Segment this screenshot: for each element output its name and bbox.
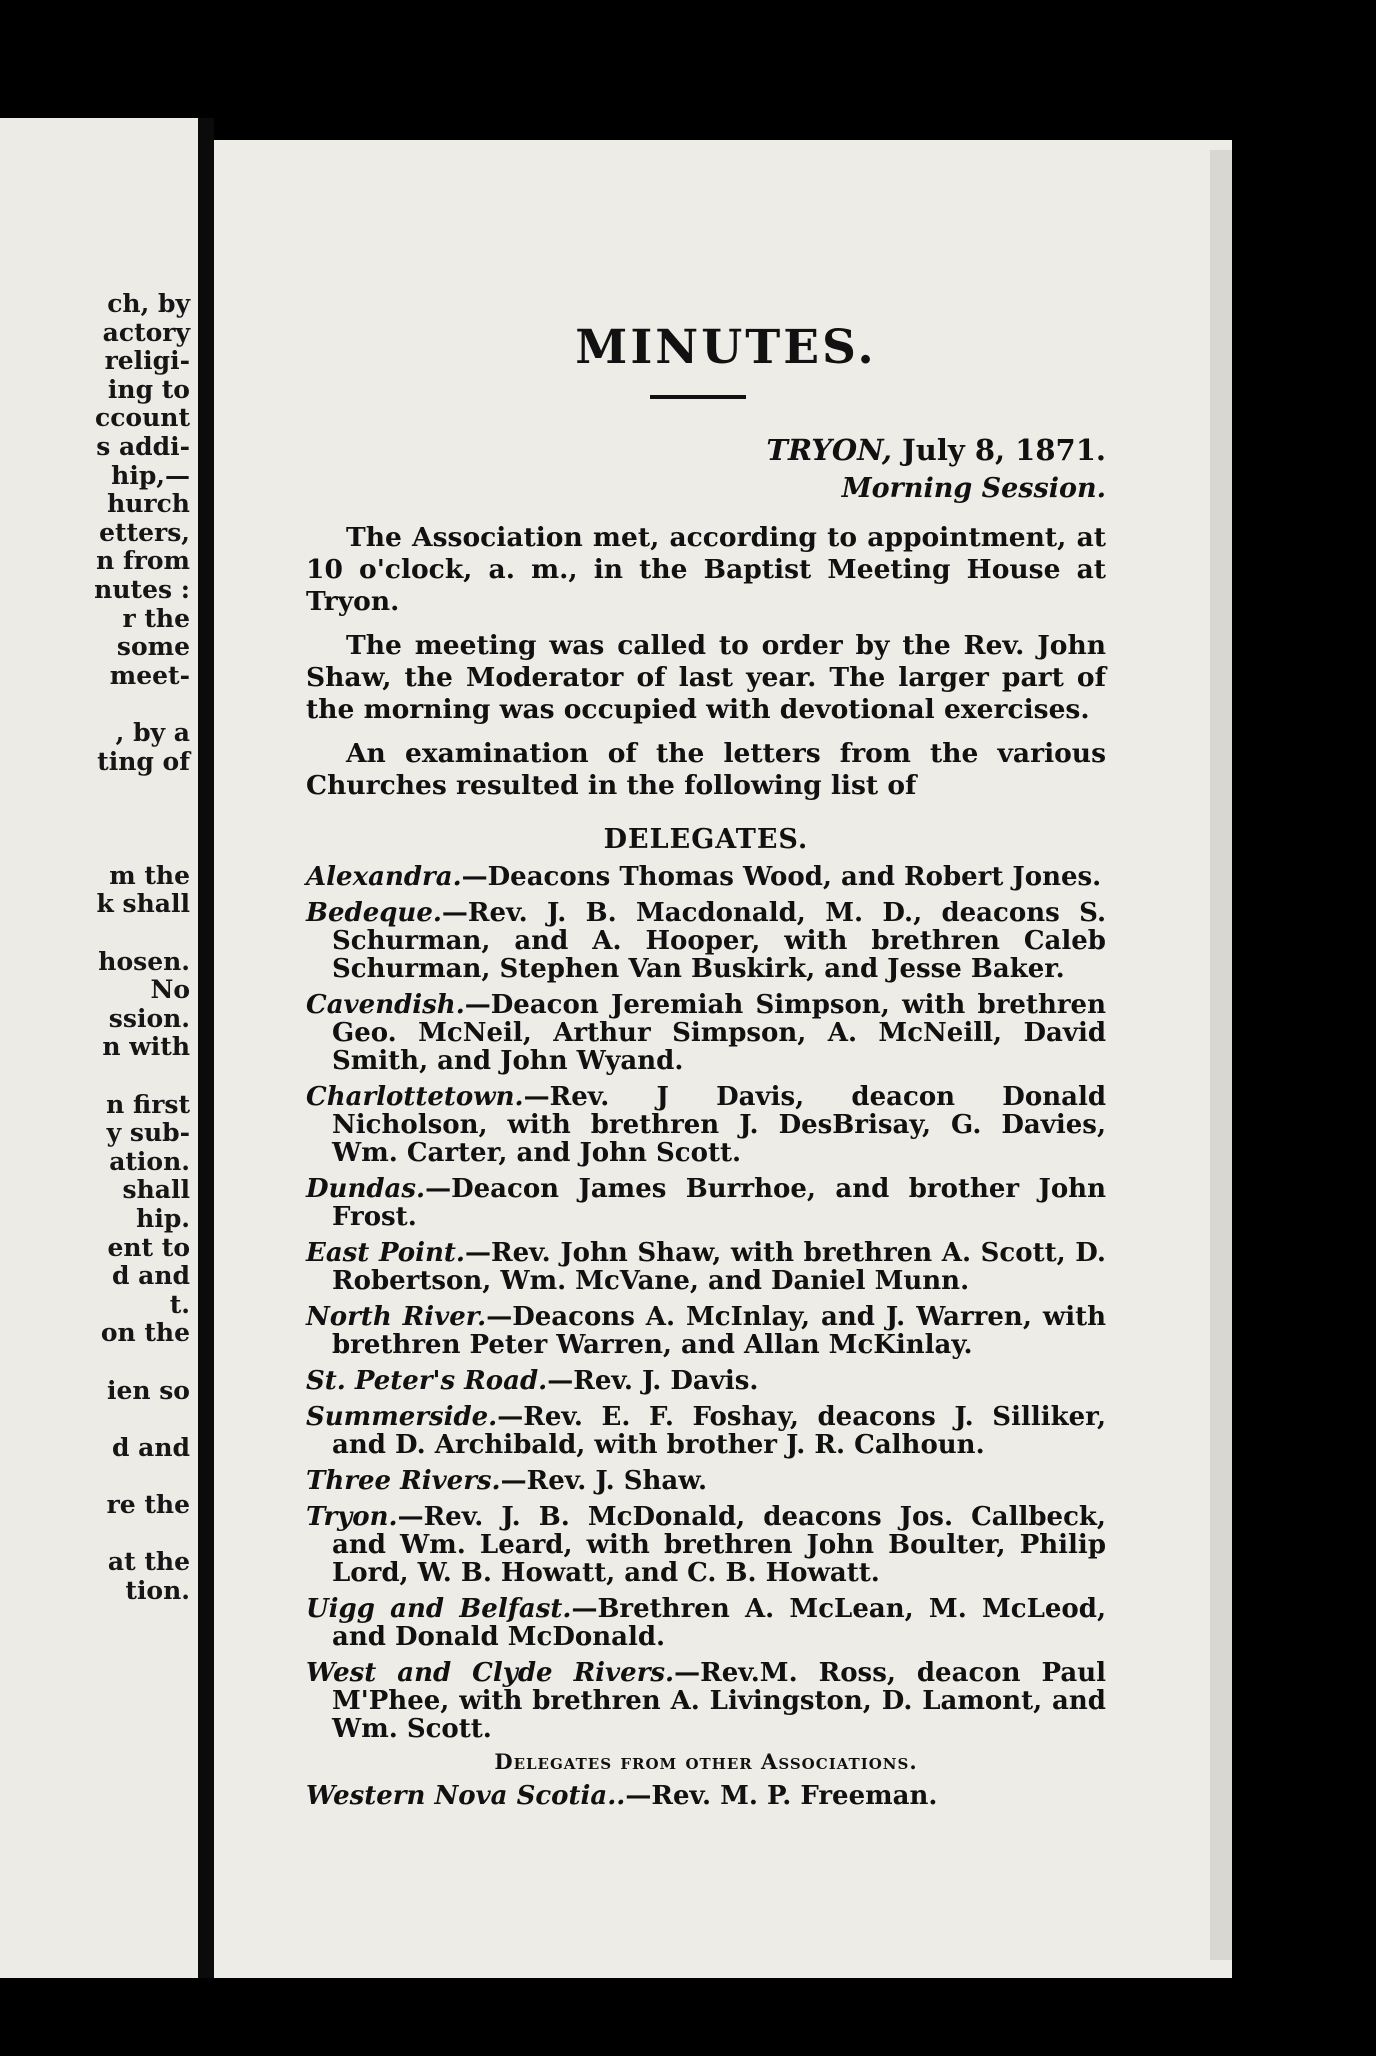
left-page-line: religi- — [104, 346, 190, 376]
delegate-names: —Rev. J. Shaw. — [500, 1466, 708, 1496]
left-page-line: ien so — [106, 1375, 190, 1405]
church-name: West and Clyde Rivers. — [306, 1658, 675, 1688]
delegate-entry — [306, 1367, 1106, 1395]
left-page-line: No — [150, 975, 190, 1005]
delegate-names: —Rev. J Davis, deacon Donald Nicholson, with brethren J. DesBrisay, G. Davies, Wm. Carter, and John Scott. — [332, 1082, 1106, 1168]
left-page-line — [94, 1062, 190, 1091]
left-page-line: m the — [109, 860, 190, 890]
church-name: Cavendish. — [306, 990, 465, 1020]
church-name: East Point. — [306, 1238, 465, 1268]
other-associations-heading: Delegates from other Associations. — [494, 1749, 918, 1774]
left-page-line: ting of — [97, 746, 190, 776]
left-page-line: d and — [111, 1261, 190, 1291]
delegates-heading: DELEGATES. — [603, 824, 809, 855]
left-page-line: r the — [122, 603, 190, 633]
left-page-line: d and — [111, 1432, 190, 1462]
church-name: Western Nova Scotia.. — [306, 1781, 626, 1811]
paragraph: The meeting was called to order by the Rev. John Shaw, the Moderator of last year. The larger part of the morning was occupied with devotional exercises. — [306, 630, 1106, 725]
left-page-line: hosen. — [98, 946, 190, 976]
delegate-entry — [306, 1782, 1106, 1810]
left-page-line: tion. — [125, 1575, 190, 1605]
church-name: Uigg and Belfast. — [306, 1594, 572, 1624]
delegate-entry — [306, 1467, 1106, 1495]
church-name: Summerside. — [306, 1402, 498, 1432]
left-page-text — [94, 290, 190, 1605]
left-page-line — [94, 1405, 190, 1434]
left-page-line: s addi- — [96, 431, 190, 461]
delegate-entry — [306, 1175, 1106, 1231]
delegate-names: —Deacon Jeremiah Simpson, with brethren Geo. McNeil, Arthur Simpson, A. McNeill, David Smith, and John Wyand. — [332, 990, 1106, 1076]
left-page-line: hurch — [107, 489, 190, 519]
church-name: Bedeque. — [306, 898, 442, 928]
left-page-line: ccount — [94, 403, 190, 433]
delegate-names: —Rev. E. F. Foshay, deacons J. Silliker, and D. Archibald, with brother J. R. Calhoun. — [332, 1402, 1106, 1460]
church-name: Tryon. — [306, 1502, 398, 1532]
church-name: Charlottetown. — [306, 1082, 524, 1112]
left-page-line: k shall — [96, 889, 190, 919]
left-page-line — [94, 805, 190, 834]
delegate-names: —Rev. John Shaw, with brethren A. Scott, D. Robertson, Wm. McVane, and Daniel Munn. — [332, 1238, 1106, 1296]
left-page-line: on the — [100, 1318, 190, 1348]
left-page-line — [94, 919, 190, 948]
left-page-line: some — [116, 632, 190, 662]
delegate-list — [306, 863, 1106, 1743]
left-page-line: n from — [96, 546, 190, 576]
left-page-line: hip. — [136, 1204, 190, 1233]
delegate-entry — [306, 1403, 1106, 1459]
page-edge — [1210, 150, 1232, 1960]
delegate-entry — [306, 991, 1106, 1075]
left-page-line: ssion. — [108, 1003, 190, 1033]
church-name: North River. — [306, 1302, 487, 1332]
delegate-names: —Deacon James Burrhoe, and brother John Frost. — [332, 1174, 1106, 1232]
delegate-names: —Rev.M. Ross, deacon Paul M'Phee, with brethren A. Livingston, D. Lamont, and Wm. Scott. — [332, 1658, 1106, 1744]
left-page-line: n first — [106, 1089, 190, 1119]
delegate-names: —Rev. J. B. Macdonald, M. D., deacons S. Schurman, and A. Hooper, with brethren Caleb Schurman, Stephen Van Buskirk, and Jesse Baker. — [332, 898, 1106, 984]
delegate-entry — [306, 863, 1106, 891]
left-facing-page — [0, 118, 198, 1978]
session-label: Morning Session. — [841, 473, 1106, 504]
page-title: MINUTES. — [575, 320, 877, 375]
left-page-line: hip,— — [111, 460, 190, 490]
left-page-line: nutes : — [94, 574, 190, 604]
title-rule — [650, 395, 746, 399]
delegate-names: —Brethren A. McLean, M. McLeod, and Donald McDonald. — [332, 1594, 1106, 1652]
dateline — [306, 433, 1106, 467]
paragraph: The Association met, according to appointment, at 10 o'clock, a. m., in the Baptist Meeting House at Tryon. — [306, 522, 1106, 617]
left-page-line: etters, — [99, 517, 190, 547]
church-name: Alexandra. — [306, 862, 462, 892]
church-name: St. Peter's Road. — [306, 1366, 548, 1396]
delegate-entry — [306, 1083, 1106, 1167]
delegate-entry — [306, 1303, 1106, 1359]
delegate-names: —Rev. M. P. Freeman. — [625, 1781, 938, 1811]
dateline-place: TRYON, — [766, 433, 892, 467]
left-page-line: t. — [169, 1289, 190, 1319]
delegate-names: —Deacons A. McInlay, and J. Warren, with brethren Peter Warren, and Allan McKinlay. — [332, 1302, 1106, 1360]
left-page-line: ation. — [109, 1146, 190, 1176]
left-page-line — [94, 833, 190, 862]
left-page-line — [94, 1520, 190, 1549]
book-gutter — [198, 118, 214, 1978]
delegate-names: —Deacons Thomas Wood, and Robert Jones. — [461, 862, 1102, 892]
left-page-line: at the — [107, 1547, 190, 1577]
left-page-line: n with — [102, 1032, 190, 1062]
left-page-line — [94, 1348, 190, 1377]
left-page-line: ent to — [107, 1232, 190, 1262]
delegate-entry — [306, 1595, 1106, 1651]
left-page-line: ing to — [107, 374, 190, 404]
delegate-entry — [306, 1239, 1106, 1295]
left-page-line — [94, 1462, 190, 1491]
dateline-date: July 8, 1871. — [902, 433, 1106, 467]
left-page-line: actory — [102, 317, 190, 347]
delegate-names: —Rev. J. B. McDonald, deacons Jos. Callbeck, and Wm. Leard, with brethren John Boulter, Philip Lord, W. B. Howatt, and C. B. Howatt. — [332, 1502, 1106, 1588]
right-page — [214, 140, 1232, 1978]
left-page-line: ch, by — [107, 289, 190, 318]
left-page-line — [94, 690, 190, 719]
paragraph: An examination of the letters from the various Churches resulted in the following list of — [306, 738, 1106, 801]
left-page-line: shall — [122, 1175, 190, 1205]
page-text — [306, 320, 1106, 1810]
delegate-entry — [306, 1503, 1106, 1587]
delegate-names: —Rev. J. Davis. — [547, 1366, 759, 1396]
delegate-entry — [306, 899, 1106, 983]
other-delegate-list — [306, 1782, 1106, 1810]
left-page-line — [94, 776, 190, 805]
church-name: Dundas. — [306, 1174, 426, 1204]
left-page-line: meet- — [109, 660, 190, 690]
church-name: Three Rivers. — [306, 1466, 501, 1496]
delegate-entry — [306, 1659, 1106, 1743]
left-page-line: re the — [106, 1489, 190, 1519]
left-page-line: , by a — [115, 717, 190, 747]
left-page-line: y sub- — [106, 1118, 190, 1148]
